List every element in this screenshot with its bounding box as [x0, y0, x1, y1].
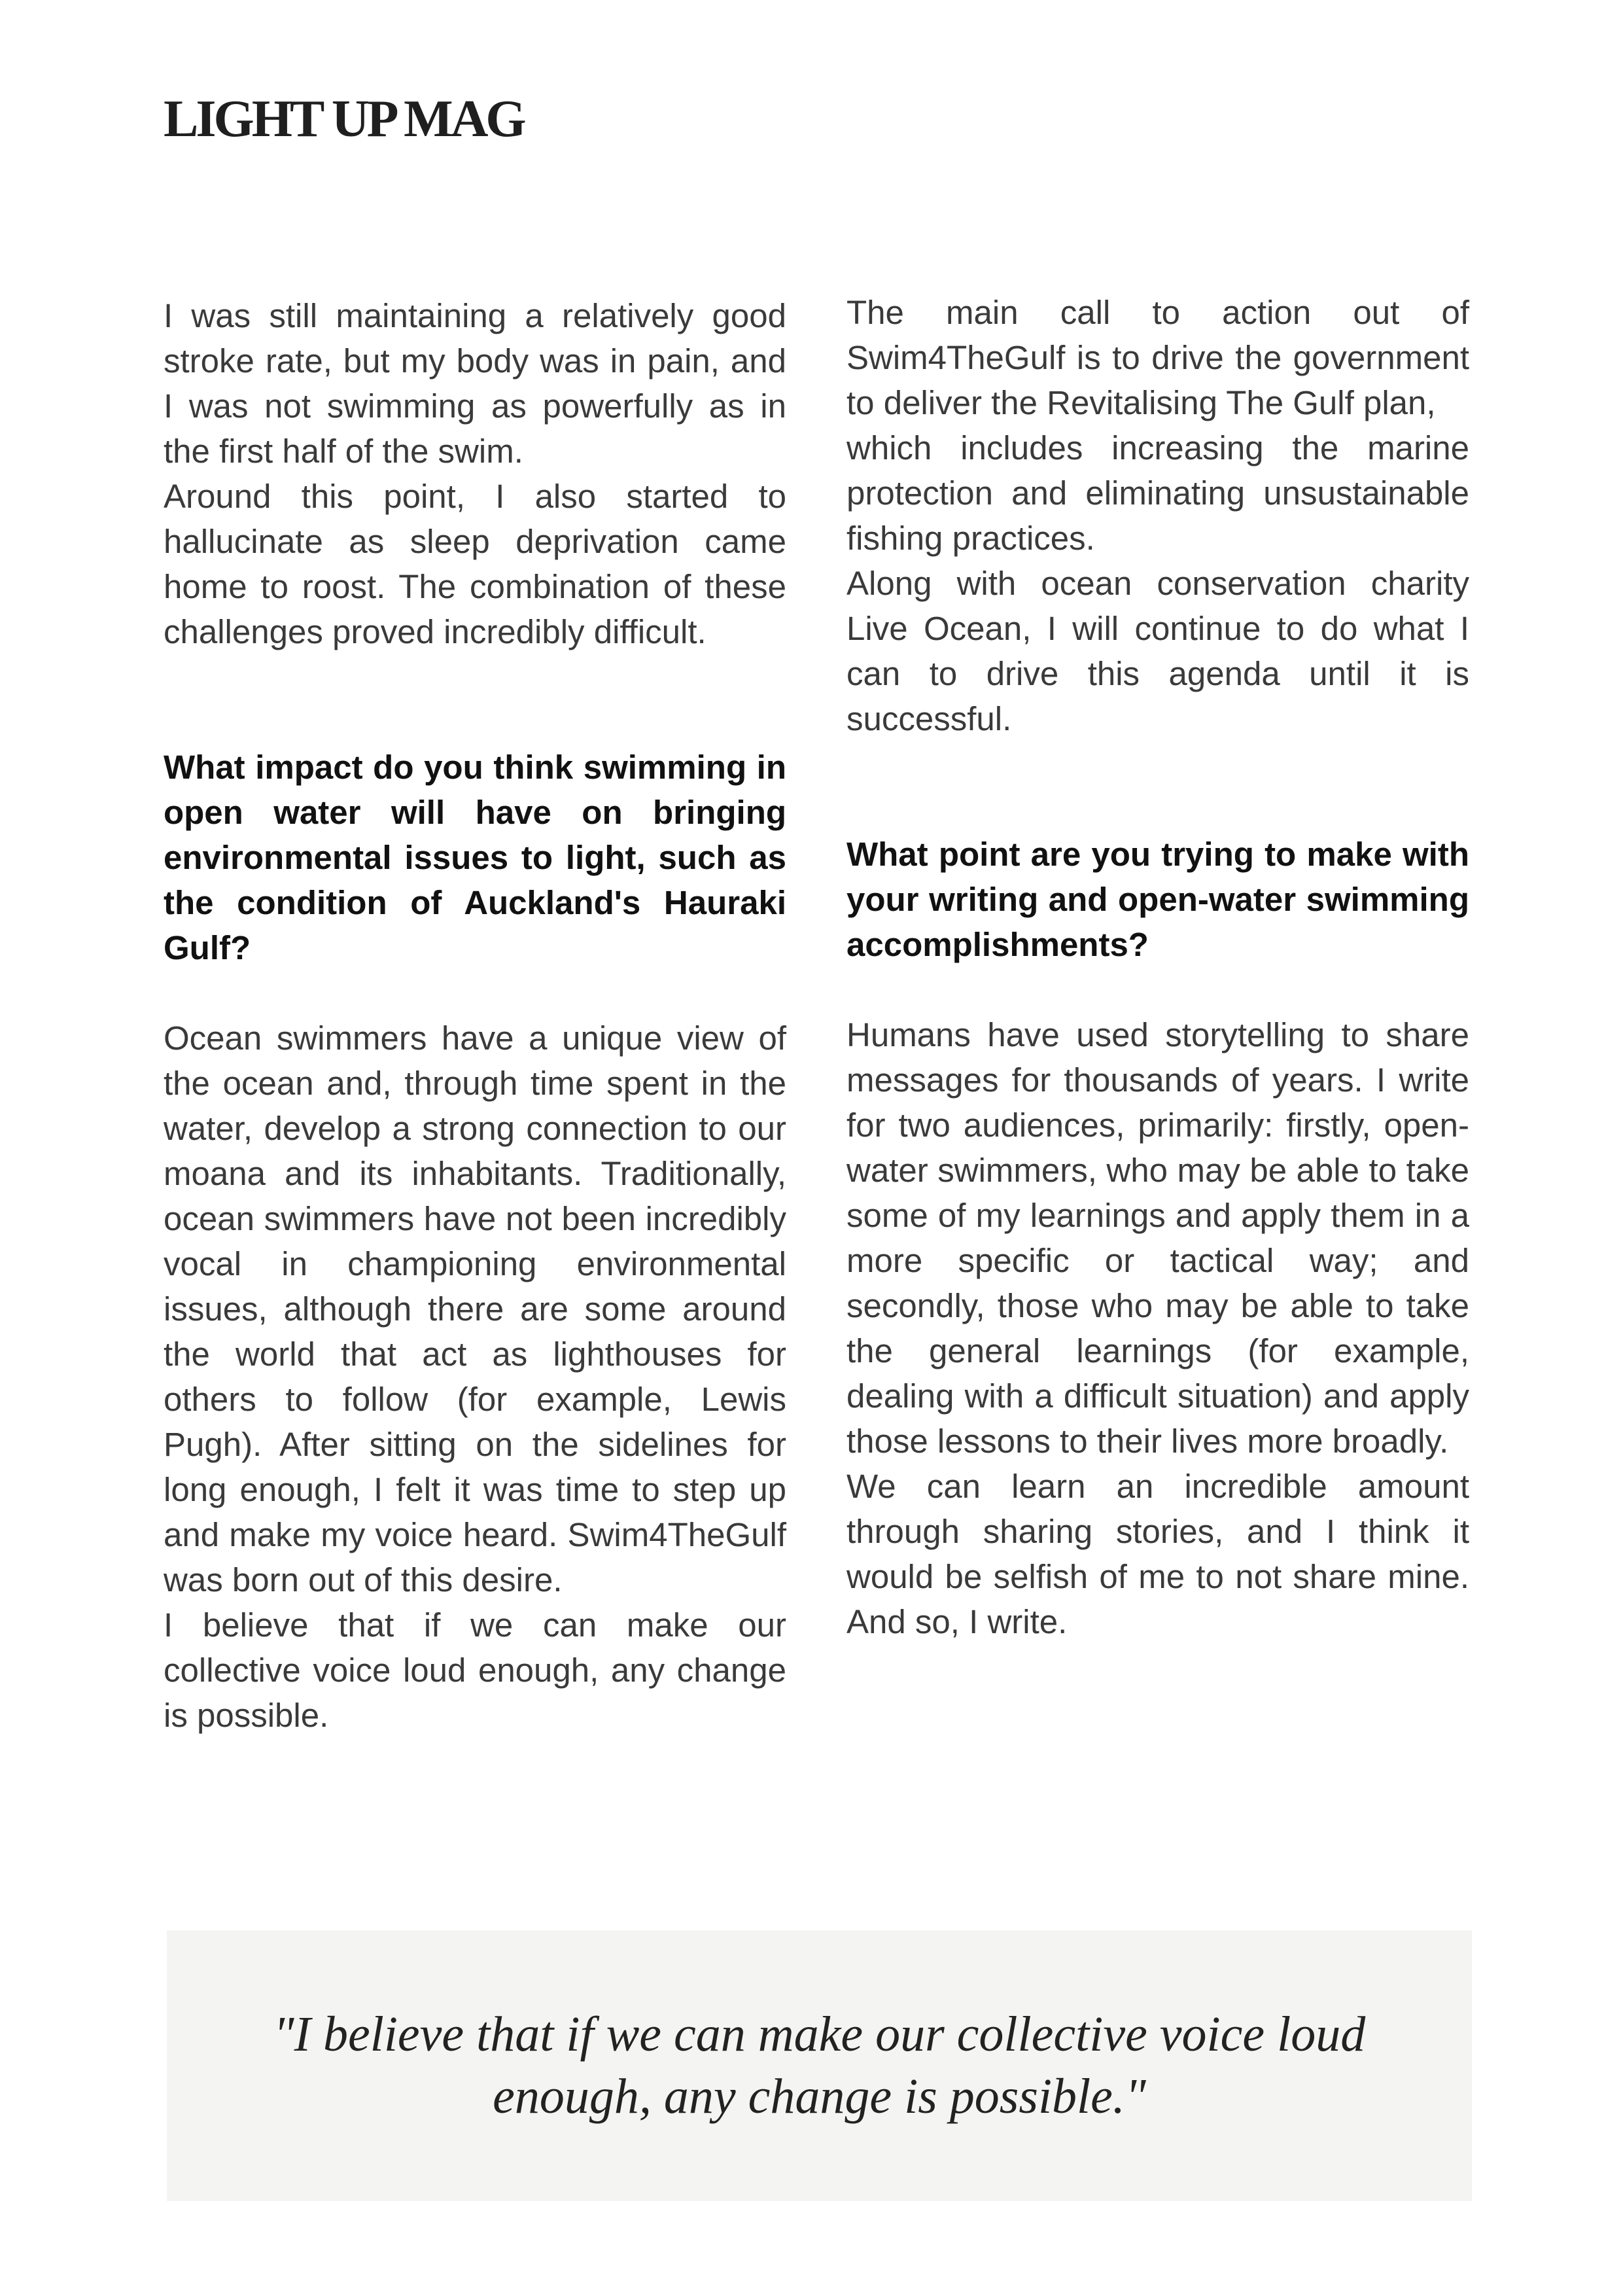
magazine-title: LIGHT UP MAG [164, 90, 524, 148]
body-paragraph: I was still maintaining a relatively good stroke rate, but my body was in pain, and I was not swimming as powerfully as in the first half of the swim. [164, 297, 786, 470]
body-paragraph: which includes increasing the marine protection and eliminating unsustainable fishing practices. [846, 429, 1469, 557]
answer-paragraph: We can learn an incredible amount through sharing stories, and I think it would be selfish of me to not share mine. And so, I write. [846, 1468, 1469, 1640]
answer-paragraph: Humans have used storytelling to share messages for thousands of years. I write for two audiences, primarily: firstly, open-water swimmers, who may be able to take some of my learnings and apply them in a more specific or tactical way; and secondly, those who may be able to take the general learnings (for example, dealing with a difficult situation) and apply those lessons to their lives more broadly. [846, 1016, 1469, 1460]
body-paragraph: Around this point, I also started to hallucinate as sleep deprivation came home to roost. The combination of these challenges proved incredibly difficult. [164, 478, 786, 650]
body-paragraph: Along with ocean conservation charity Live Ocean, I will continue to do what I can to drive this agenda until it is successful. [846, 565, 1469, 737]
interview-question: What impact do you think swimming in open water will have on bringing environmental issues to light, such as the condition of Auckland's Hauraki Gulf? [164, 749, 786, 966]
left-column [164, 293, 786, 1738]
pull-quote-box [167, 1930, 1472, 2201]
answer-paragraph: I believe that if we can make our collective voice loud enough, any change is possible. [164, 1606, 786, 1734]
answer-paragraph: Ocean swimmers have a unique view of the ocean and, through time spent in the water, develop a strong connection to our moana and its inhabitants. Traditionally, ocean swimmers have not been incredibly vocal in championing environmental issues, although there are some around the world that act as lighthouses for others to follow (for example, Lewis Pugh). After sitting on the sidelines for long enough, I felt it was time to step up and make my voice heard. Swim4TheGulf was born out of this desire. [164, 1019, 786, 1598]
interview-question: What point are you trying to make with your writing and open-water swimming accomplishments? [846, 836, 1469, 963]
right-column [846, 290, 1469, 1644]
pull-quote-line: "I believe that if we can make our collective voice loud [273, 2007, 1366, 2062]
pull-quote-line: enough, any change is possible." [493, 2069, 1146, 2124]
body-paragraph: The main call to action out of Swim4TheGulf is to drive the government to deliver the Revitalising The Gulf plan, [846, 294, 1469, 421]
